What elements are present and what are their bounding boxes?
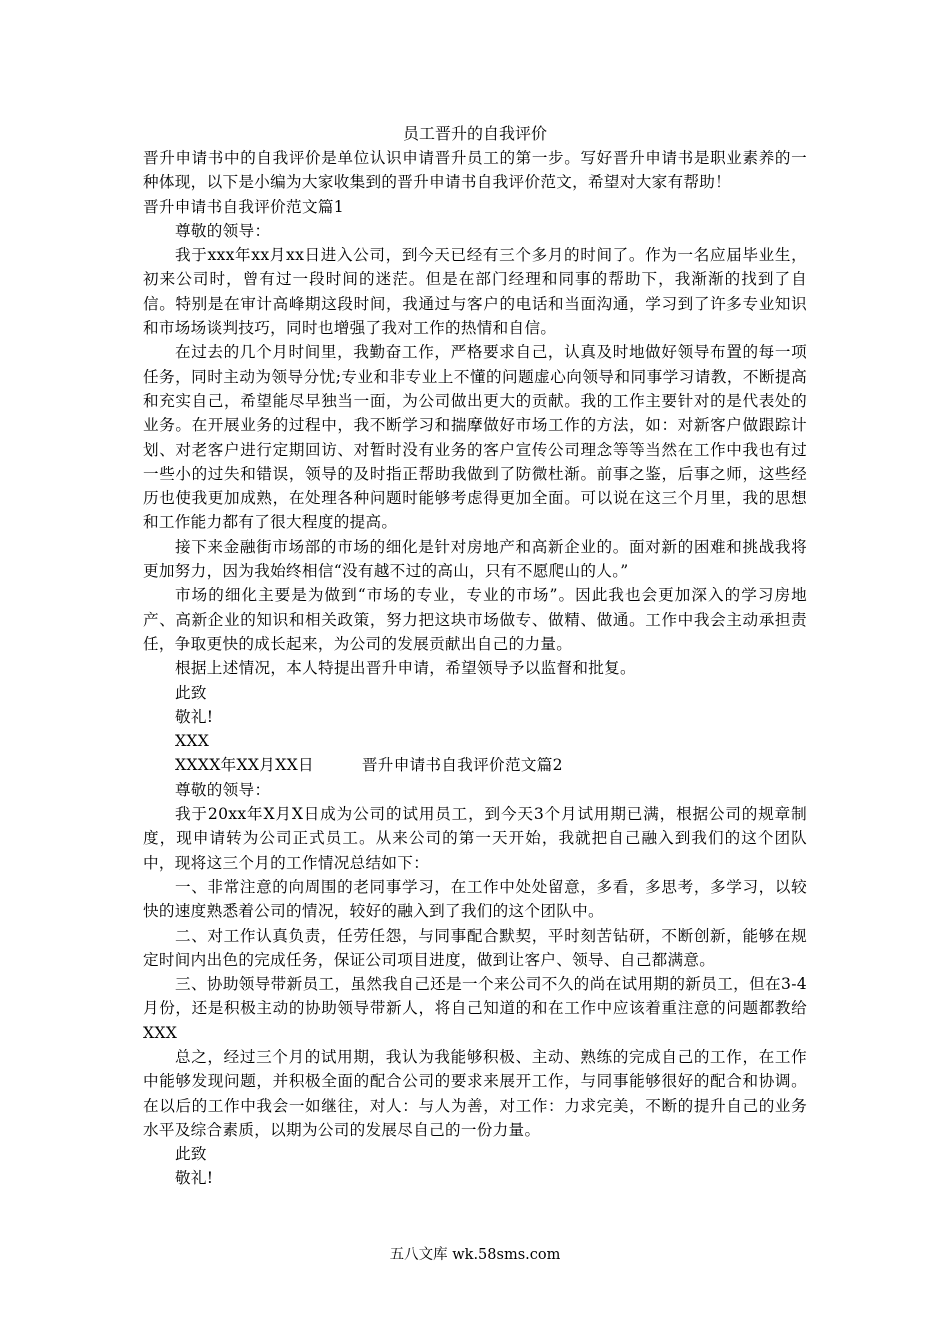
section-1-regards: 敬礼! xyxy=(175,707,214,726)
section-1-paragraph: 我于xxx年xx月xx日进入公司，到今天已经有三个多月的时间了。作为一名应届毕业生，初来公司时，曾有过一段时间的迷茫。但是在部门经理和同事的帮助下，我渐渐的找到了自信。特别是在审计高峰期这段时间，我通过与客户的电话和当面沟通，学习到了许多专业知识和市场场谈判技巧，同时也增强了我对工作的热情和自信。 xyxy=(143,246,807,338)
section-1-salutation: 尊敬的领导： xyxy=(175,221,271,240)
section-1-paragraph: 根据上述情况，本人特提出晋升申请，希望领导予以监督和批复。 xyxy=(175,659,636,678)
document-title: 员工晋升的自我评价 xyxy=(402,124,547,143)
section-1-paragraph: 在过去的几个月时间里，我勤奋工作，严格要求自己，认真及时地做好领导布置的每一项任务，同时主动为领导分忧;专业和非专业上不懂的问题虚心向领导和同事学习请教，不断提高和充实自己，希望能尽早独当一面，为公司做出更大的贡献。我的工作主要针对的是代表处的业务。在开展业务的过程中，我不断学习和揣摩做好市场工作的方法，如：对新客户做跟踪计划、对老客户进行定期回访、对暂时没有业务的客户宣传公司理念等等当然在工作中我也有过一些小的过失和错误，领导的及时指正帮助我做到了防微杜渐。前事之鉴，后事之师，这些经历也使我更加成熟，在处理各种问题时能够考虑得更加全面。可以说在这三个月里，我的思想和工作能力都有了很大程度的提高。 xyxy=(143,343,807,532)
section-2-paragraph: 三、协助领导带新员工，虽然我自己还是一个来公司不久的尚在试用期的新员工，但在3-4月份，还是积极主动的协助领导带新人，将自己知道的和在工作中应该着重注意的问题都教给XXX xyxy=(143,975,807,1042)
document-page xyxy=(143,122,807,1191)
footer-watermark: 五八文库 wk.58sms.com xyxy=(389,1247,561,1263)
section-2-paragraph: 一、非常注意的向周围的老同事学习，在工作中处处留意，多看，多思考，多学习，以较快的速度熟悉着公司的情况，较好的融入到了我们的这个团队中。 xyxy=(143,877,807,921)
section-1-heading: 晋升申请书自我评价范文篇1 xyxy=(143,197,344,216)
section-2-heading: 晋升申请书自我评价范文篇2 xyxy=(361,756,563,775)
section-1-date: XXXX年XX月XX日 xyxy=(175,756,314,775)
section-2-closing: 此致 xyxy=(175,1145,207,1164)
section-2-paragraph: 我于20xx年X月X日成为公司的试用员工，到今天3个月试用期已满，根据公司的规章制度，现申请转为公司正式员工。从来公司的第一天开始，我就把自己融入到我们的这个团队中，现将这三个月的工作情况总结如下： xyxy=(143,805,807,872)
date-and-heading-line xyxy=(143,753,807,777)
section-1-signature: XXX xyxy=(175,732,210,751)
section-2-regards: 敬礼! xyxy=(175,1169,214,1188)
intro-paragraph: 晋升申请书中的自我评价是单位认识申请晋升员工的第一步。写好晋升申请书是职业素养的一种体现，以下是小编为大家收集到的晋升申请书自我评价范文，希望对大家有帮助！ xyxy=(143,149,807,192)
section-2-salutation: 尊敬的领导： xyxy=(175,780,271,799)
section-2-paragraph: 二、对工作认真负责，任劳任怨，与同事配合默契，平时刻苦钻研，不断创新，能够在规定时间内出色的完成任务，保证公司项目进度，做到让客户、领导、自己都满意。 xyxy=(143,926,807,969)
section-1-closing: 此致 xyxy=(175,683,207,702)
section-2-paragraph: 总之，经过三个月的试用期，我认为我能够积极、主动、熟练的完成自己的工作，在工作中能够发现问题，并积极全面的配合公司的要求来展开工作，与同事能够很好的配合和协调。在以后的工作中我会一如继往，对人：与人为善，对工作：力求完美，不断的提升自己的业务水平及综合素质，以期为公司的发展尽自己的一份力量。 xyxy=(143,1047,807,1139)
section-1-paragraph: 接下来金融街市场部的市场的细化是针对房地产和高新企业的。面对新的困难和挑战我将更加努力，因为我始终相信“没有越不过的高山，只有不愿爬山的人。” xyxy=(143,537,807,581)
section-1-paragraph: 市场的细化主要是为做到“市场的专业，专业的市场”。因此我也会更加深入的学习房地产、高新企业的知识和相关政策，努力把这块市场做专、做精、做通。工作中我会主动承担责任，争取更快的成长起来，为公司的发展贡献出自己的力量。 xyxy=(143,586,807,653)
